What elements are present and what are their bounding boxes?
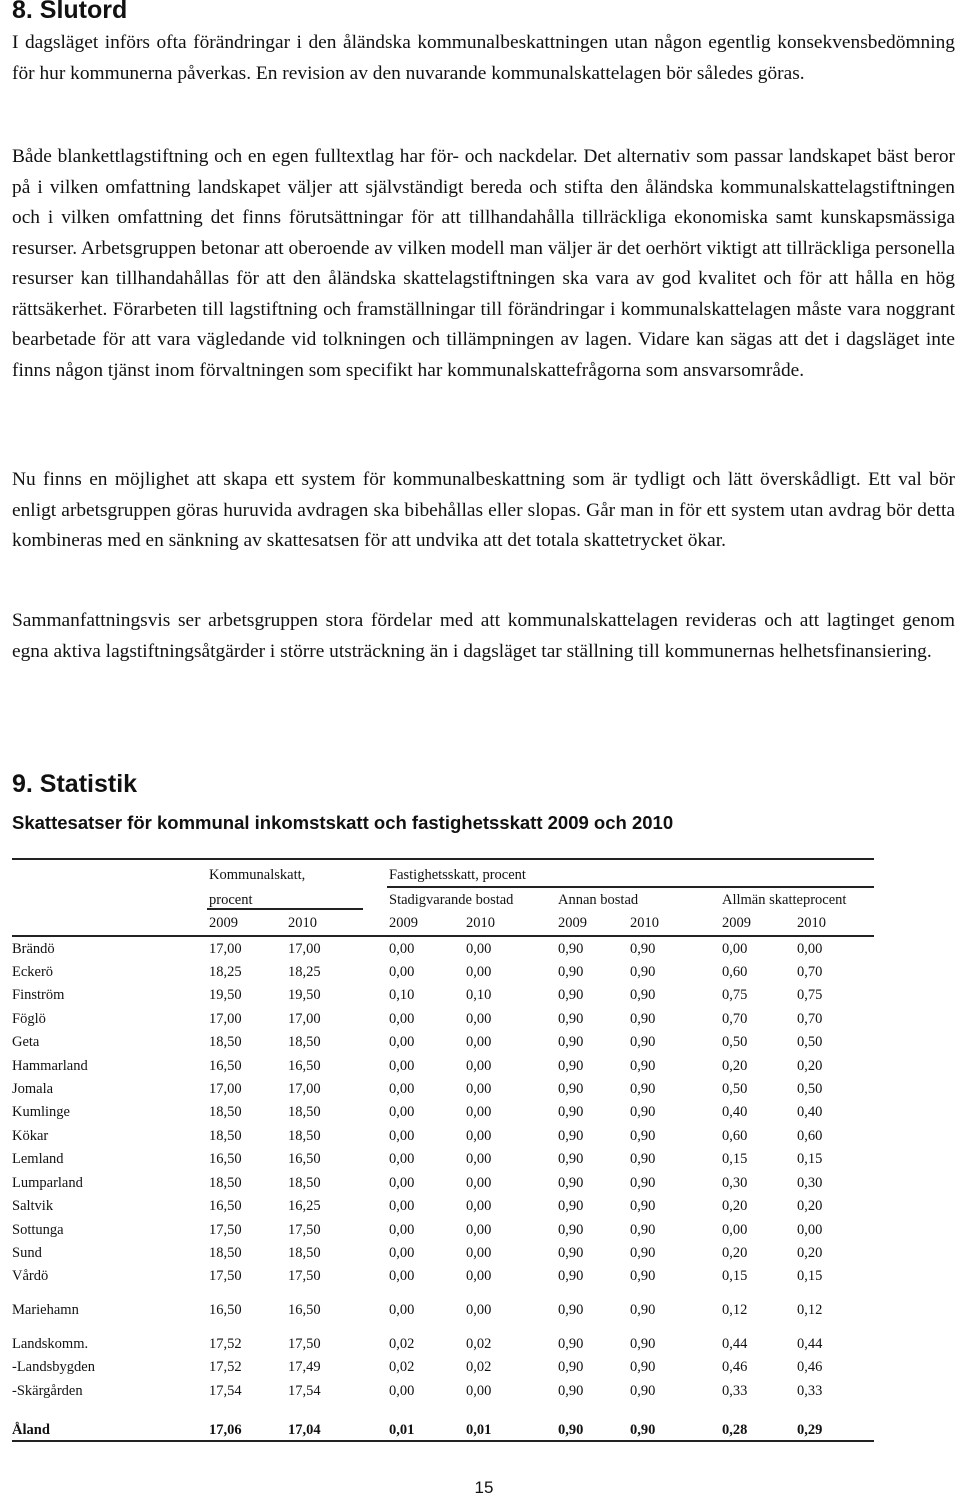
table-cell: 0,10 xyxy=(389,987,415,1003)
table-cell: 18,50 xyxy=(209,1175,242,1191)
table-cell: 0,46 xyxy=(797,1359,823,1375)
table-row-name: Jomala xyxy=(12,1081,54,1097)
table-cell: 0,00 xyxy=(466,1058,492,1074)
table-cell: 18,50 xyxy=(288,1245,321,1261)
table-cell: 17,00 xyxy=(209,1081,242,1097)
table-cell: 0,00 xyxy=(797,941,823,957)
paragraph-1: I dagsläget införs ofta förändringar i den åländska kommunalbeskattningen utan någon egentlig konsekvensbedömning för hur kommunerna påverkas. En revision av den nuvarande kommunalskattelagen bör således göras. xyxy=(12,32,955,84)
table-cell: 17,54 xyxy=(209,1383,242,1399)
table-cell: 0,28 xyxy=(722,1422,748,1438)
year-header: 2010 xyxy=(797,915,826,931)
table-cell: 0,12 xyxy=(722,1302,748,1318)
table-cell: 0,33 xyxy=(797,1383,823,1399)
table-cell: 0,90 xyxy=(630,1245,656,1261)
table-cell: 0,12 xyxy=(797,1302,823,1318)
table-cell: 0,90 xyxy=(630,1336,656,1352)
table-cell: 0,20 xyxy=(722,1245,748,1261)
table-cell: 0,00 xyxy=(466,1198,492,1214)
table-row-name: -Landsbygden xyxy=(12,1359,95,1375)
table-cell: 0,90 xyxy=(630,987,656,1003)
table-row-name: Landskomm. xyxy=(12,1336,89,1352)
table-cell: 0,00 xyxy=(389,1222,415,1238)
table-cell: 0,00 xyxy=(466,1383,492,1399)
table-cell: 0,90 xyxy=(630,1198,656,1214)
table-row-name: Kökar xyxy=(12,1128,49,1144)
year-header: 2010 xyxy=(288,915,317,931)
table-cell: 16,50 xyxy=(288,1151,321,1167)
table-cell: 0,50 xyxy=(797,1081,823,1097)
table-cell: 18,25 xyxy=(288,964,321,980)
table-cell: 0,50 xyxy=(797,1034,823,1050)
table-cell: 0,00 xyxy=(389,1058,415,1074)
table-cell: 17,50 xyxy=(288,1336,321,1352)
table-row-name: Hammarland xyxy=(12,1058,88,1074)
table-cell: 0,00 xyxy=(389,1011,415,1027)
table-cell: 18,50 xyxy=(288,1175,321,1191)
table-cell: 17,00 xyxy=(288,941,321,957)
table-cell: 0,00 xyxy=(389,964,415,980)
table-cell: 0,70 xyxy=(797,964,823,980)
paragraph-3: Nu finns en möjlighet att skapa ett system för kommunalbeskattning som är tydligt och lätt överskådligt. Ett val bör enligt arbetsgruppen göras huruvida avdragen ska bibehållas eller slopas. Går man in för ett system utan avdrag bör detta kombineras med en sänkning av skattesatsen för att undvika att det totala skattetrycket ökar. xyxy=(12,469,955,551)
table-cell: 0,90 xyxy=(558,1222,584,1238)
table-cell: 18,50 xyxy=(288,1128,321,1144)
table-cell: 0,90 xyxy=(630,1422,656,1438)
table-cell: 0,90 xyxy=(630,1268,656,1284)
table-cell: 0,15 xyxy=(797,1151,823,1167)
table-cell: 0,01 xyxy=(466,1422,492,1438)
table-cell: 0,02 xyxy=(466,1359,492,1375)
table-cell: 0,00 xyxy=(389,1151,415,1167)
table-cell: 0,70 xyxy=(722,1011,748,1027)
table-cell: 17,52 xyxy=(209,1336,242,1352)
table-cell: 0,90 xyxy=(630,1081,656,1097)
table-cell: 0,00 xyxy=(389,941,415,957)
table-row-name: Geta xyxy=(12,1034,40,1050)
table-cell: 0,90 xyxy=(630,1359,656,1375)
table-row-name: Mariehamn xyxy=(12,1302,79,1318)
table-cell: 19,50 xyxy=(209,987,242,1003)
section-9-heading: 9. Statistik xyxy=(12,770,138,798)
paragraph-4: Sammanfattningsvis ser arbetsgruppen stora fördelar med att kommunalskattelagen revideras och att lagtinget genom egna aktiva lagstiftningsåtgärder i större utsträckning än i dagsläget tar ställning till kommunernas helhetsfinansiering. xyxy=(12,610,955,662)
table-cell: 0,60 xyxy=(797,1128,823,1144)
table-cell: 18,50 xyxy=(209,1245,242,1261)
table-cell: 0,00 xyxy=(466,1081,492,1097)
table-cell: 0,10 xyxy=(466,987,492,1003)
table-cell: 0,00 xyxy=(389,1081,415,1097)
table-cell: 0,75 xyxy=(722,987,748,1003)
table-cell: 0,90 xyxy=(558,1198,584,1214)
table-cell: 0,90 xyxy=(558,1383,584,1399)
table-cell: 0,02 xyxy=(389,1336,415,1352)
table-cell: 0,00 xyxy=(466,1222,492,1238)
paragraph-2: Både blankettlagstiftning och en egen fulltextlag har för- och nackdelar. Det alternativ som passar landskapet bäst beror på i vilken omfattning landskapet väljer att självständigt bereda och stifta den åländska kommunalskattelagstiftningen och i vilken omfattning det finns förutsättningar för att tillhandahålla tillräckliga ekonomiska samt kunskapsmässiga resurser. Arbetsgruppen betonar att oberoende av vilken modell man väljer är det oerhört viktigt att tillräckliga personella resurser kan tillhandahållas för att den åländska skattelagstiftningen ska vara av god kvalitet och för att hålla en hög rättsäkerhet. Förarbeten till lagstiftning och framställningar till förändringar i kommunalskattelagen måste vara noggrant bearbetade för att vara vägledande vid tolkningen och tillämpningen av lagen. Vidare kan sägas att det i dagsläget inte finns någon tjänst inom förvaltningen som specifikt har kommunalskattefrågorna som ansvarsområde. xyxy=(12,146,955,381)
table-cell: 0,00 xyxy=(466,1302,492,1318)
table-cell: 0,40 xyxy=(722,1104,748,1120)
table-row-name: Finström xyxy=(12,987,65,1003)
table-cell: 17,04 xyxy=(288,1422,321,1438)
table-row-name: Föglö xyxy=(12,1011,46,1027)
header-stadigvarande-bostad: Stadigvarande bostad xyxy=(389,892,514,908)
table-cell: 0,90 xyxy=(558,964,584,980)
table-cell: 0,00 xyxy=(466,1128,492,1144)
table-cell: 16,50 xyxy=(209,1058,242,1074)
year-header: 2010 xyxy=(630,915,659,931)
table-cell: 0,00 xyxy=(389,1383,415,1399)
table-cell: 0,44 xyxy=(797,1336,823,1352)
table-cell: 0,50 xyxy=(722,1081,748,1097)
table-cell: 0,46 xyxy=(722,1359,748,1375)
table-cell: 17,00 xyxy=(288,1081,321,1097)
table-cell: 18,50 xyxy=(209,1128,242,1144)
table-cell: 0,90 xyxy=(558,1245,584,1261)
table-cell: 16,25 xyxy=(288,1198,321,1214)
table-row-name: Sund xyxy=(12,1245,42,1261)
table-cell: 0,00 xyxy=(466,1268,492,1284)
table-cell: 0,90 xyxy=(630,1058,656,1074)
table-cell: 0,90 xyxy=(558,1422,584,1438)
header-annan-bostad: Annan bostad xyxy=(558,892,639,908)
table-cell: 0,90 xyxy=(558,941,584,957)
table-cell: 0,00 xyxy=(722,941,748,957)
table-row-name: Lemland xyxy=(12,1151,64,1167)
table-cell: 0,90 xyxy=(558,1151,584,1167)
table-cell: 0,20 xyxy=(722,1058,748,1074)
table-cell: 17,49 xyxy=(288,1359,321,1375)
table-cell: 18,50 xyxy=(288,1034,321,1050)
table-cell: 0,29 xyxy=(797,1422,823,1438)
table-cell: 0,70 xyxy=(797,1011,823,1027)
table-row-name: Eckerö xyxy=(12,964,54,980)
table-cell: 0,90 xyxy=(630,1222,656,1238)
table-cell: 0,90 xyxy=(558,1104,584,1120)
table-cell: 0,90 xyxy=(630,1302,656,1318)
table-cell: 18,50 xyxy=(209,1034,242,1050)
table-row-name: Lumparland xyxy=(12,1175,83,1191)
table-cell: 0,90 xyxy=(558,1128,584,1144)
table-cell: 0,90 xyxy=(558,1034,584,1050)
table-cell: 0,90 xyxy=(630,941,656,957)
table-cell: 0,90 xyxy=(630,1175,656,1191)
table-cell: 0,90 xyxy=(558,1058,584,1074)
table-cell: 0,90 xyxy=(558,1011,584,1027)
table-cell: 18,25 xyxy=(209,964,242,980)
table-cell: 0,15 xyxy=(722,1268,748,1284)
table-cell: 0,00 xyxy=(466,964,492,980)
table-cell: 0,90 xyxy=(630,1128,656,1144)
table-cell: 0,20 xyxy=(797,1058,823,1074)
table-cell: 0,90 xyxy=(630,1011,656,1027)
table-row-name: Vårdö xyxy=(12,1268,49,1284)
table-cell: 0,90 xyxy=(558,987,584,1003)
table-cell: 0,00 xyxy=(466,941,492,957)
table-row-name: Kumlinge xyxy=(12,1104,70,1120)
table-cell: 0,00 xyxy=(466,1175,492,1191)
table-cell: 0,90 xyxy=(558,1302,584,1318)
table-cell: 0,20 xyxy=(797,1198,823,1214)
table-cell: 0,90 xyxy=(558,1268,584,1284)
table-cell: 19,50 xyxy=(288,987,321,1003)
year-header: 2009 xyxy=(722,915,751,931)
table-row-name: Brändö xyxy=(12,941,55,957)
table-cell: 0,90 xyxy=(558,1081,584,1097)
table-cell: 0,20 xyxy=(722,1198,748,1214)
fastighetsskatt-header-rule xyxy=(387,886,874,888)
table-cell: 17,50 xyxy=(288,1268,321,1284)
table-cell: 0,90 xyxy=(558,1175,584,1191)
table-cell: 0,00 xyxy=(466,1034,492,1050)
table-cell: 17,54 xyxy=(288,1383,321,1399)
table-cell: 0,90 xyxy=(630,1104,656,1120)
table-cell: 0,00 xyxy=(389,1268,415,1284)
table-cell: 16,50 xyxy=(288,1058,321,1074)
table-row-name: Sottunga xyxy=(12,1222,64,1238)
table-cell: 16,50 xyxy=(209,1198,242,1214)
table-top-rule xyxy=(12,858,874,860)
table-cell: 0,00 xyxy=(466,1011,492,1027)
table-cell: 0,40 xyxy=(797,1104,823,1120)
table-cell: 16,50 xyxy=(288,1302,321,1318)
table-cell: 0,75 xyxy=(797,987,823,1003)
table-cell: 0,60 xyxy=(722,964,748,980)
year-header: 2010 xyxy=(466,915,495,931)
table-row-name: Saltvik xyxy=(12,1198,54,1214)
header-allman-skatteprocent: Allmän skatteprocent xyxy=(722,892,847,908)
table-cell: 17,00 xyxy=(209,1011,242,1027)
table-cell: 17,00 xyxy=(209,941,242,957)
table-cell: 0,90 xyxy=(630,964,656,980)
page-number: 15 xyxy=(474,1478,494,1497)
section-8-heading: 8. Slutord xyxy=(12,0,128,24)
table-cell: 0,90 xyxy=(630,1383,656,1399)
header-fastighetsskatt: Fastighetsskatt, procent xyxy=(389,867,526,883)
table-cell: 0,00 xyxy=(389,1128,415,1144)
table-cell: 16,50 xyxy=(209,1151,242,1167)
table-row-name: -Skärgården xyxy=(12,1383,83,1399)
table-bottom-rule xyxy=(12,1440,874,1442)
table-cell: 17,00 xyxy=(288,1011,321,1027)
table-cell: 0,44 xyxy=(722,1336,748,1352)
table-cell: 0,00 xyxy=(389,1245,415,1261)
year-header: 2009 xyxy=(558,915,587,931)
table-cell: 18,50 xyxy=(288,1104,321,1120)
table-cell: 0,00 xyxy=(466,1245,492,1261)
table-cell: 0,20 xyxy=(797,1245,823,1261)
table-cell: 0,01 xyxy=(389,1422,415,1438)
table-cell: 0,00 xyxy=(466,1104,492,1120)
table-header-bottom-rule xyxy=(12,935,874,937)
table-cell: 0,30 xyxy=(722,1175,748,1191)
table-cell: 0,90 xyxy=(558,1336,584,1352)
table-cell: 0,00 xyxy=(722,1222,748,1238)
header-kommunalskatt: Kommunalskatt, xyxy=(209,867,306,883)
table-cell: 0,00 xyxy=(389,1302,415,1318)
table-cell: 0,02 xyxy=(389,1359,415,1375)
table-cell: 0,00 xyxy=(389,1198,415,1214)
table-row-name: Åland xyxy=(12,1422,50,1438)
table-cell: 0,60 xyxy=(722,1128,748,1144)
table-cell: 0,30 xyxy=(797,1175,823,1191)
table-cell: 0,00 xyxy=(389,1175,415,1191)
year-header: 2009 xyxy=(209,915,238,931)
header-procent: procent xyxy=(209,892,253,908)
table-cell: 17,50 xyxy=(209,1222,242,1238)
table-cell: 17,50 xyxy=(288,1222,321,1238)
table-cell: 0,90 xyxy=(558,1359,584,1375)
table-cell: 0,00 xyxy=(797,1222,823,1238)
table-cell: 17,52 xyxy=(209,1359,242,1375)
table-cell: 18,50 xyxy=(209,1104,242,1120)
table-cell: 0,90 xyxy=(630,1151,656,1167)
table-cell: 0,90 xyxy=(630,1034,656,1050)
table-cell: 0,50 xyxy=(722,1034,748,1050)
table-cell: 17,50 xyxy=(209,1268,242,1284)
table-cell: 0,33 xyxy=(722,1383,748,1399)
table-cell: 17,06 xyxy=(209,1422,242,1438)
table-caption: Skattesatser för kommunal inkomstskatt och fastighetsskatt 2009 och 2010 xyxy=(12,812,674,833)
table-cell: 0,15 xyxy=(797,1268,823,1284)
table-cell: 0,00 xyxy=(466,1151,492,1167)
table-cell: 0,00 xyxy=(389,1034,415,1050)
table-cell: 0,00 xyxy=(389,1104,415,1120)
table-cell: 0,15 xyxy=(722,1151,748,1167)
table-cell: 16,50 xyxy=(209,1302,242,1318)
year-header: 2009 xyxy=(389,915,418,931)
table-cell: 0,02 xyxy=(466,1336,492,1352)
